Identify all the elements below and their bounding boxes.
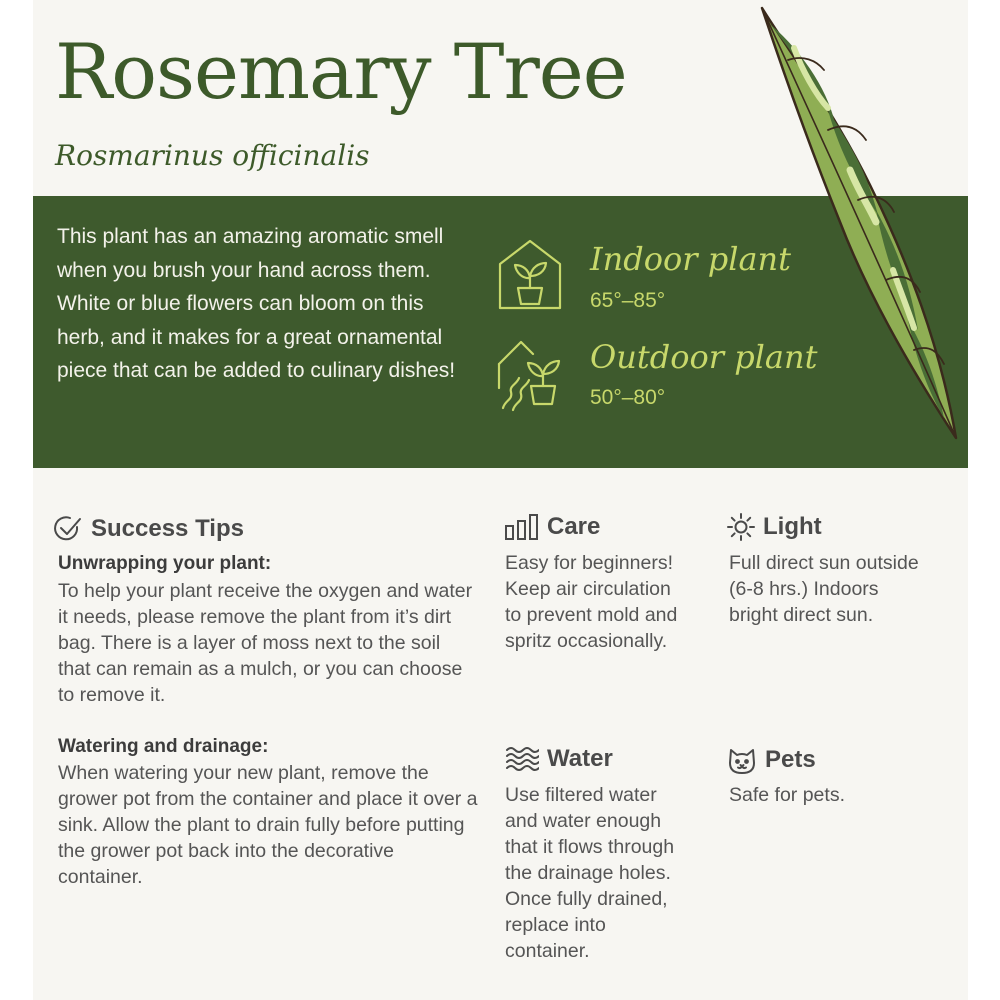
cat-face-icon	[727, 745, 757, 775]
tip-text-watering: When watering your new plant, remove the grower pot from the container and place it over a sink. Allow the plant to drain fully before putting the grower pot back into the decorative container.	[58, 762, 478, 888]
tip-text-unwrapping: To help your plant receive the oxygen and water it needs, please remove the plant from it’s dirt bag. There is a layer of moss next to the soil that can remain as a mulch, or you can choose to remove it.	[58, 580, 473, 706]
house-plant-icon	[495, 236, 565, 312]
leaf-illustration	[758, 0, 968, 455]
plant-description: This plant has an amazing aromatic smell when you brush your hand across them. White or blue flowers can bloom on this herb, and it makes for a great ornamental piece that can be added to culinary dishes!	[57, 225, 456, 382]
sun-icon	[727, 513, 755, 541]
check-circle-icon	[53, 514, 83, 544]
light-heading	[727, 513, 822, 541]
outdoor-plant-icon	[495, 334, 569, 412]
tip-title-watering: Watering and drainage:	[58, 736, 269, 757]
care-level-bars-icon	[505, 514, 539, 540]
tip-title-unwrapping: Unwrapping your plant:	[58, 553, 272, 574]
success-tips-heading	[53, 514, 244, 544]
water-title: Water	[547, 745, 613, 772]
plant-care-card	[33, 0, 968, 1000]
care-text: Easy for beginners! Keep air circulation to prevent mold and spritz occasionally.	[505, 552, 678, 652]
pets-text: Safe for pets.	[729, 784, 845, 806]
care-title: Care	[547, 513, 601, 540]
pets-heading	[727, 745, 816, 775]
outdoor-temp-range: 50°–80°	[590, 386, 666, 409]
care-heading	[505, 513, 600, 541]
water-heading	[505, 745, 613, 773]
outdoor-plant-label: Outdoor plant	[590, 338, 818, 376]
scientific-name: Rosmarinus officinalis	[55, 139, 370, 172]
light-title: Light	[763, 513, 822, 540]
water-text: Use filtered water and water enough that it flows through the drainage holes. Once fully drained, replace into container.	[505, 784, 675, 962]
success-tips-title: Success Tips	[91, 515, 244, 542]
light-text: Full direct sun outside (6-8 hrs.) Indoors bright direct sun.	[729, 552, 919, 626]
indoor-temp-range: 65°–85°	[590, 289, 666, 312]
pets-title: Pets	[765, 746, 816, 773]
indoor-plant-label: Indoor plant	[590, 240, 791, 278]
page-title: Rosemary Tree	[55, 27, 627, 116]
water-waves-icon	[505, 746, 539, 772]
